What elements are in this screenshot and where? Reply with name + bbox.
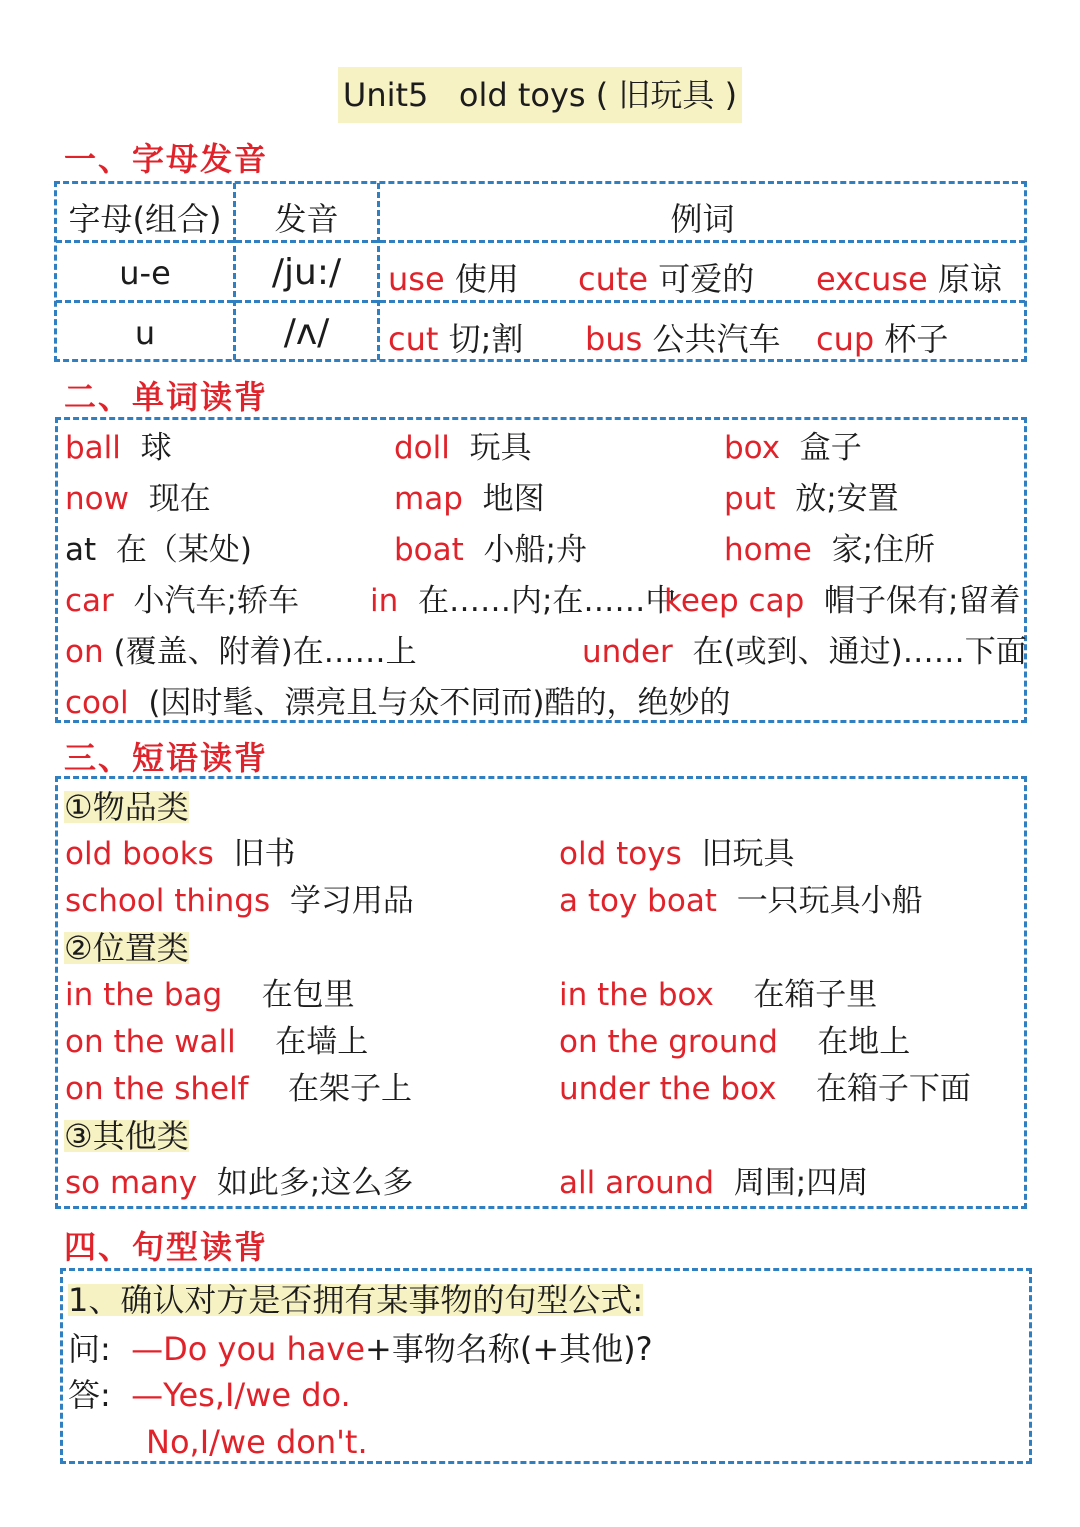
phrase-item: in the box 在箱子里 (559, 977, 878, 1013)
phrase-item: under the box 在箱子下面 (559, 1071, 971, 1107)
phrase-item: in the bag 在包里 (65, 977, 355, 1013)
example-word: excuse 原谅 (816, 260, 1002, 298)
answer-line-2: No,I/we don't. (146, 1423, 368, 1461)
vocab-item: map 地图 (394, 481, 545, 517)
vocab-item: box 盒子 (724, 430, 862, 466)
vocab-item: on (覆盖、附着)在……上 (65, 634, 417, 670)
vocab-item: keep cap 帽子保有;留着 (664, 583, 1021, 619)
table-divider (56, 300, 1025, 303)
phrase-item: old toys 旧玩具 (559, 836, 795, 872)
phrase-category: ③其他类 (64, 1117, 189, 1155)
example-word: bus 公共汽车 (585, 320, 781, 358)
phrase-category: ①物品类 (64, 788, 189, 826)
page-title: Unit5 old toys ( 旧玩具 ) (338, 67, 742, 123)
phrase-item: on the ground 在地上 (559, 1024, 911, 1060)
section-heading-phrases: 三、短语读背 (64, 739, 269, 777)
sound-cell: /ʌ/ (283, 312, 330, 353)
header-sound: 发音 (274, 200, 339, 238)
phrase-item: old books 旧书 (65, 836, 296, 872)
phrase-category: ②位置类 (64, 929, 189, 967)
vocab-item: at 在（某处) (65, 532, 252, 568)
phrase-item: all around 周围;四周 (559, 1165, 869, 1201)
vocab-item: cool (因时髦、漂亮且与众不同而)酷的，绝妙的 (65, 685, 731, 721)
vocab-item: now 现在 (65, 481, 211, 517)
section-heading-phonics: 一、字母发音 (64, 140, 269, 178)
example-word: use 使用 (388, 260, 519, 298)
vocab-item: boat 小船;舟 (394, 532, 587, 568)
vocab-item: doll 玩具 (394, 430, 532, 466)
example-word: cut 切;割 (388, 320, 524, 358)
vocab-item: ball 球 (65, 430, 172, 466)
phrase-item: so many 如此多;这么多 (65, 1165, 414, 1201)
phrase-item: on the wall 在墙上 (65, 1024, 369, 1060)
vocab-item: put 放;安置 (724, 481, 899, 517)
vocab-item: in 在……内;在……中 (370, 583, 677, 619)
vocab-item: under 在(或到、通过)……下面 (582, 634, 1027, 670)
header-letter: 字母(组合) (68, 200, 222, 238)
sound-cell: /ju:/ (271, 252, 342, 293)
table-divider (56, 240, 1025, 243)
section-heading-sentences: 四、句型读背 (64, 1228, 269, 1266)
answer-line: 答: —Yes,I/we do. (68, 1376, 351, 1414)
example-word: cute 可爱的 (578, 260, 755, 298)
vocab-box (55, 417, 1027, 723)
phrase-item: a toy boat 一只玩具小船 (559, 883, 923, 919)
question-line: 问: —Do you have+事物名称(+其他)? (68, 1330, 653, 1368)
section-heading-vocab: 二、单词读背 (64, 378, 269, 416)
vocab-item: home 家;住所 (724, 532, 936, 568)
letter-cell: u (134, 314, 156, 352)
vocab-item: car 小汽车;轿车 (65, 583, 299, 619)
letter-cell: u-e (119, 254, 171, 292)
header-examples: 例词 (670, 200, 735, 238)
phrase-item: school things 学习用品 (65, 883, 414, 919)
sentence-heading: 1、确认对方是否拥有某事物的句型公式: (68, 1281, 644, 1319)
example-word: cup 杯子 (816, 320, 949, 358)
phrase-item: on the shelf 在架子上 (65, 1071, 413, 1107)
